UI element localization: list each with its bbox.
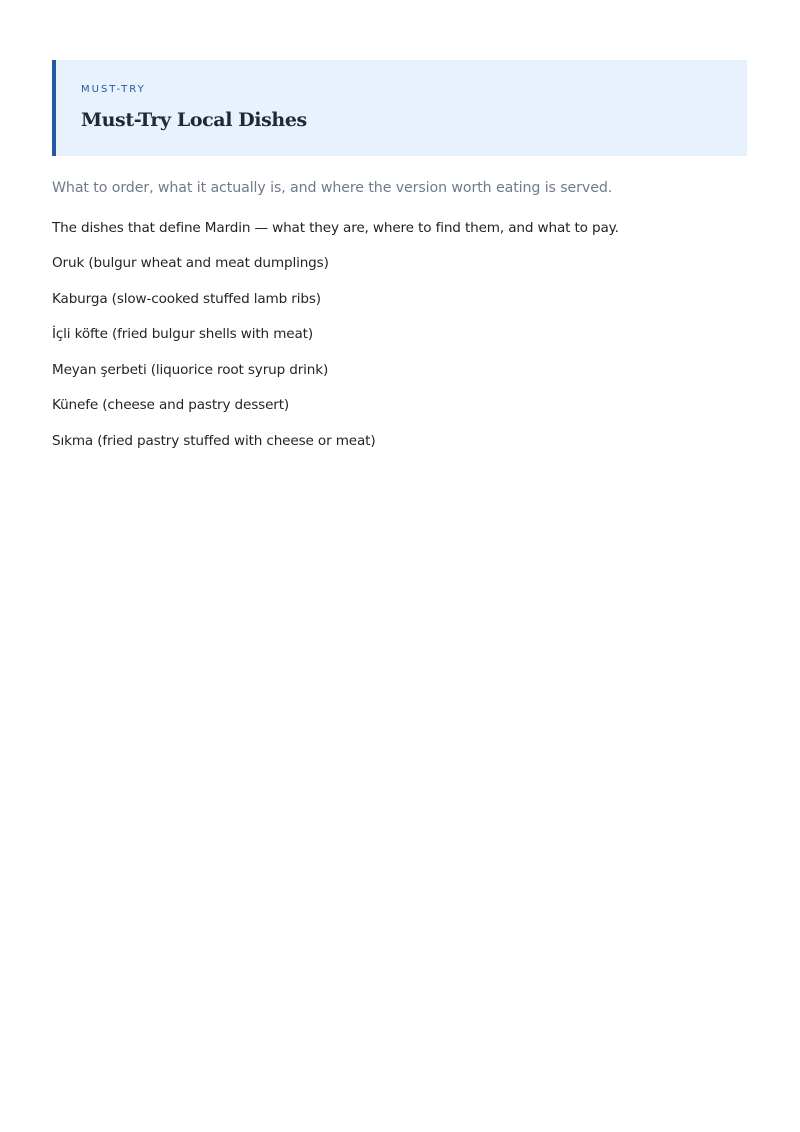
dish-item: İçli köfte (fried bulgur shells with meat) [52,326,314,343]
dish-item: Kaburga (slow-cooked stuffed lamb ribs) [52,290,321,307]
section-eyebrow: MUST-TRY [81,84,146,95]
dish-item: Oruk (bulgur wheat and meat dumplings) [52,255,329,271]
dish-item: Meyan şerbeti (liquorice root syrup drink) [52,361,329,378]
dish-list [52,254,747,450]
section-intro: The dishes that define Mardin — what they are, where to find them, and what to pay. [52,220,619,236]
section-title: Must-Try Local Dishes [81,109,307,131]
section-subtitle: What to order, what it actually is, and where the version worth eating is served. [52,180,613,196]
section-header [52,60,747,156]
dish-item: Sıkma (fried pastry stuffed with cheese or meat) [52,432,376,449]
document-page [52,60,747,468]
dish-item: Künefe (cheese and pastry dessert) [52,397,290,414]
